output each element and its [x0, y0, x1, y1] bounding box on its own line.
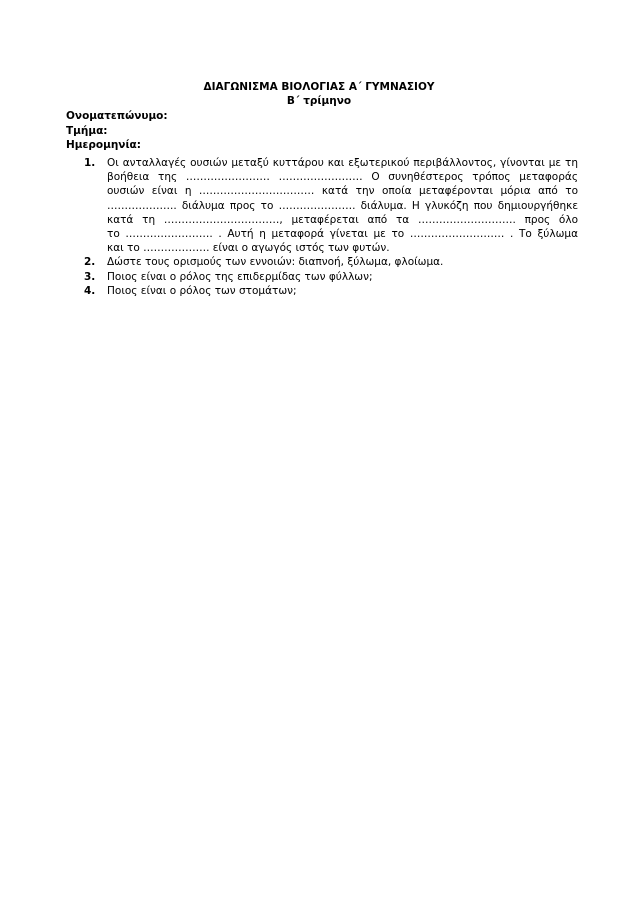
question-line: κατά τη ……………………………, μεταφέρεται από τα ………………………. προς όλο — [107, 213, 578, 226]
question-number: 3. — [84, 270, 96, 283]
question-line: και το ………………. είναι ο αγωγός ιστός των φυτών. — [107, 242, 390, 255]
question-text — [107, 156, 578, 255]
question-text: Δώστε τους ορισμούς των εννοιών: διαπνοή, ξύλωμα, φλοίωμα. — [107, 256, 444, 269]
question-line: ουσιών είναι η …………………………… κατά την οποία μεταφέρονται μόρια από το — [107, 185, 578, 198]
question-line: βοήθεια της …………………… …………………… Ο συνηθέστερος τρόπος μεταφοράς — [107, 171, 578, 184]
date-label: Ημερομηνία: — [66, 139, 141, 151]
question-number: 1. — [84, 157, 96, 169]
question-1 — [84, 156, 578, 255]
question-number: 4. — [84, 284, 96, 297]
page-title: ΔΙΑΓΩΝΙΣΜΑ ΒΙΟΛΟΓΙΑΣ Α΄ ΓΥΜΝΑΣΙΟΥ — [203, 81, 435, 93]
question-list — [84, 156, 578, 298]
question-4 — [84, 284, 578, 298]
question-2 — [84, 255, 578, 269]
question-line: Οι ανταλλαγές ουσιών μεταξύ κυττάρου και εξωτερικού περιβάλλοντος, γίνονται με τη — [107, 157, 578, 169]
question-number: 2. — [84, 256, 96, 269]
question-3 — [84, 270, 578, 284]
header — [0, 80, 638, 108]
question-text: Ποιος είναι ο ρόλος της επιδερμίδας των φύλλων; — [107, 270, 373, 283]
name-label: Ονοματεπώνυμο: — [66, 110, 168, 122]
question-line: το ……………………. . Αυτή η μεταφορά γίνεται με το ……………………… . Το ξύλωμα — [107, 228, 578, 241]
class-label: Τμήμα: — [66, 124, 108, 137]
page-subtitle: Β΄ τρίμηνο — [286, 95, 352, 107]
question-line: ……………….. διάλυμα προς το …………………. διάλυμα. Η γλυκόζη που δημιουργήθηκε — [107, 199, 578, 212]
student-info — [66, 109, 168, 153]
question-text: Ποιος είναι ο ρόλος των στομάτων; — [107, 284, 297, 297]
